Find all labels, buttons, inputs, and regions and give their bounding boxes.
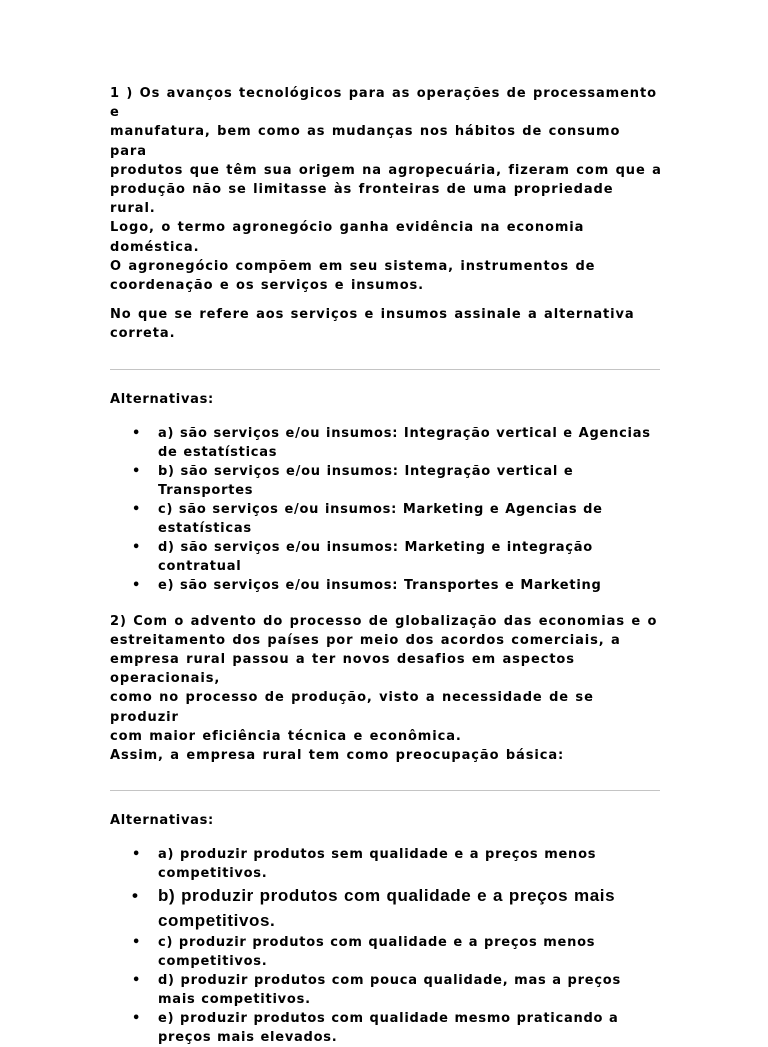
option-text: c) produzir produtos com qualidade e a preços menos competitivos. [158,935,596,970]
option-text: e) produzir produtos com qualidade mesmo praticando a preços mais elevados. [158,1011,619,1046]
option-text: e) são serviços e/ou insumos: Transportes e Marketing [158,577,602,593]
bullet-icon: • [132,847,142,863]
option-text: d) produzir produtos com pouca qualidade, mas a preços mais competitivos. [158,973,621,1008]
document-page [110,84,662,1047]
bullet-icon: • [132,463,142,479]
question-1-text: 1 ) Os avanços tecnológicos para as operações de processamento e manufatura, bem como as mudanças nos hábitos de consumo para produtos que têm sua origem na agropecuária, fizeram com que a produção não se limitasse às fronteiras de uma propriedade rural. Logo, o termo agronegócio ganha evidência na economia doméstica. O agronegócio compõem em seu sistema, instrumentos de coordenação e os serviços e insumos. [110,86,662,294]
q2-option-e [110,1009,662,1047]
q2-option-c [110,933,662,971]
question-1-alternatives-list [110,424,662,595]
q1-option-e [110,576,662,595]
bullet-icon: • [132,973,142,989]
q2-option-b [110,883,662,933]
bullet-icon: • [132,886,139,906]
q1-option-d [110,538,662,576]
q1-option-c [110,500,662,538]
bullet-icon: • [132,577,142,593]
bullet-icon: • [132,1011,142,1027]
bullet-icon: • [132,539,142,555]
option-text: c) são serviços e/ou insumos: Marketing e Agencias de estatísticas [158,501,603,536]
divider [110,790,660,791]
q1-option-b [110,462,662,500]
divider [110,369,660,370]
q1-option-a [110,424,662,462]
question-1-prompt: No que se refere aos serviços e insumos assinale a alternativa correta. [110,307,635,342]
question-2-alternatives-list [110,845,662,1047]
option-text: d) são serviços e/ou insumos: Marketing e integração contratual [158,539,593,574]
question-1-alternatives-title: Alternativas: [110,391,214,407]
question-2-text: 2) Com o advento do processo de globalização das economias e o estreitamento dos países por meio dos acordos comerciais, a empresa rural passou a ter novos desafios em aspectos operacionais, como no processo de produção, visto a necessidade de se produzir com maior eficiência técnica e econômica. Assim, a empresa rural tem como preocupação básica: [110,613,658,764]
option-text: a) produzir produtos sem qualidade e a preços menos competitivos. [158,847,597,882]
q2-option-a [110,845,662,883]
option-text: a) são serviços e/ou insumos: Integração vertical e Agencias de estatísticas [158,425,651,460]
bullet-icon: • [132,425,142,441]
bullet-icon: • [132,935,142,951]
option-text: b) produzir produtos com qualidade e a preços mais competitivos. [158,886,616,931]
question-2-alternatives-title: Alternativas: [110,813,214,829]
q2-option-d [110,971,662,1009]
option-text: b) são serviços e/ou insumos: Integração vertical e Transportes [158,463,574,498]
bullet-icon: • [132,501,142,517]
